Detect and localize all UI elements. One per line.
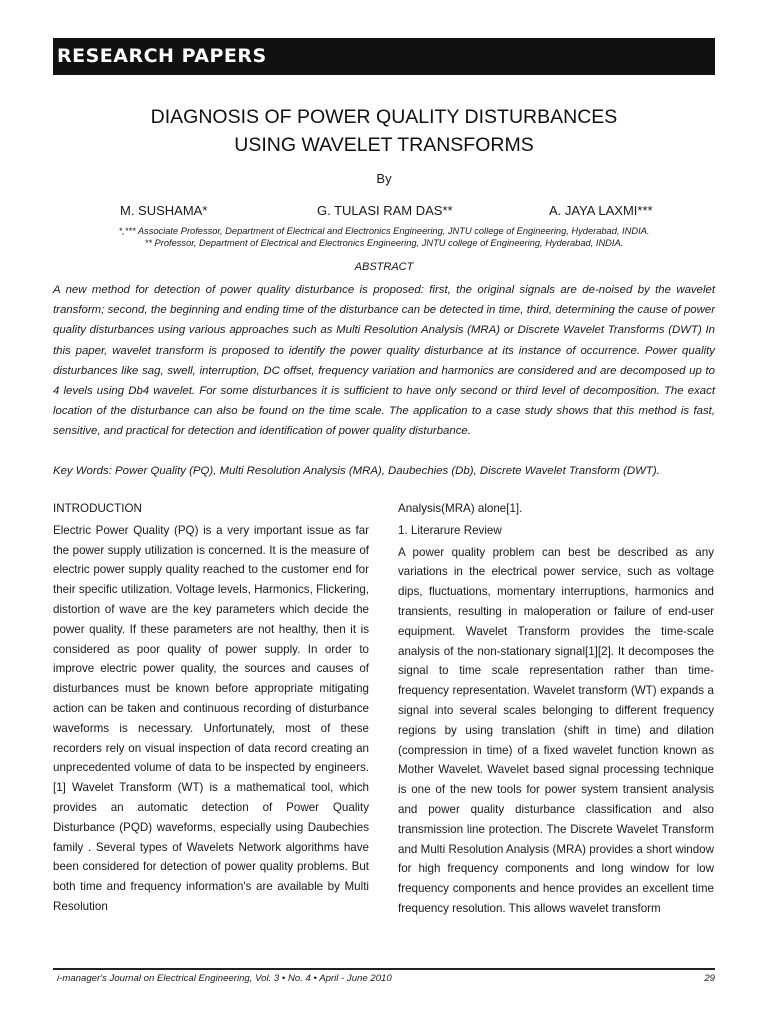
- affiliations: [53, 225, 715, 249]
- left-column: [53, 499, 369, 917]
- journal-citation: i-manager's Journal on Electrical Engineering, Vol. 3 • No. 4 • April - June 2010: [57, 973, 392, 984]
- abstract-text: A new method for detection of power quality disturbance is proposed: first, the original signals are de-noised by the wavelet transform; second, the beginning and ending time of the disturbance can be detected in time, third, determining the cause of power quality disturbances using various approaches such as Multi Resolution Analysis (MRA) or Discrete Wavelet Transforms (DWT) In this paper, wavelet transform is proposed to identify the power quality disturbance at its instance of occurrence. Power quality disturbances like sag, swell, interruption, DC offset, frequency variation and harmonics are considered and are decomposed up to 4 levels using Db4 wavelet. For some disturbances it is sufficient to have only second or third level of decomposition. The exact location of the disturbance can also be found on the time scale. The application to a case study shows that this method is fast, sensitive, and practical for detection and identification of power quality disturbance.: [53, 284, 715, 438]
- by-label: By: [376, 171, 392, 186]
- introduction-text: Electric Power Quality (PQ) is a very important issue as far the power supply utilization is concerned. It is the measure of electric power supply quality reached to the customer end for their specific utilization. Voltage levels, Harmonics, Flickering, distortion of wave are the key parameters which decide the power quality. If these parameters are not healthy, then it is considered as poor quality of power supply. In order to improve electric power quality, the sources and causes of disturbances must be known before appropriate mitigating action can be taken and continuous recording of disturbance waveforms is necessary. Unfortunately, most of these recorders rely on visual inspection of data record creating an unprecedented volume of data to be inspected by engineers.[1] Wavelet Transform (WT) is a mathematical tool, which provides an automatic detection of Power Quality Disturbance (PQD) waveforms, especially using Daubechies family . Several types of Wavelets Network algorithms have been considered for detection of power quality problems. But both time and frequency information's are available by Multi Resolution: [53, 523, 369, 913]
- page-number: 29: [704, 973, 715, 984]
- introduction-heading: INTRODUCTION: [53, 502, 142, 515]
- paper-title: [53, 103, 715, 159]
- affiliation-line-2: ** Professor, Department of Electrical and Electronics Engineering, JNTU college of Engineering, Hyderabad, INDIA.: [144, 238, 624, 248]
- keywords: Key Words: Power Quality (PQ), Multi Resolution Analysis (MRA), Daubechies (Db), Discrete Wavelet Transform (DWT).: [53, 465, 660, 477]
- author-list: [53, 203, 715, 221]
- footer-divider: [53, 968, 715, 970]
- continued-text: Analysis(MRA) alone[1].: [398, 502, 523, 515]
- abstract-heading: ABSTRACT: [354, 261, 414, 273]
- right-column: [398, 499, 714, 919]
- author-3: A. JAYA LAXMI***: [549, 203, 653, 218]
- literature-review-text: A power quality problem can best be described as any variations in the electrical power service, such as voltage dips, fluctuations, momentary interruptions, harmonics and transients, resulting in maloperation or failure of end-user equipment. Wavelet Transform provides the time-scale analysis of the non-stationary signal[1][2]. It decomposes the signal to time scale representation rather than time- frequency representation. Wavelet transform (WT) expands a signal into several scales belonging to different frequency regions by using translation (shift in time) and dilation (compression in time) of a fixed wavelet function known as Mother Wavelet. Wavelet based signal processing technique is one of the new tools for power system transient analysis and power quality disturbance classification and also transmission line protection. The Discrete Wavelet Transform and Multi Resolution Analysis (MRA) provides a short window for high frequency components and long window for low frequency components and hence provides an excellent time frequency resolution. This allows wavelet transform: [398, 545, 714, 915]
- author-2: G. TULASI RAM DAS**: [317, 203, 453, 218]
- title-line-1: DIAGNOSIS OF POWER QUALITY DISTURBANCES: [150, 106, 618, 128]
- title-line-2: USING WAVELET TRANSFORMS: [234, 134, 534, 156]
- author-1: M. SUSHAMA*: [120, 203, 208, 218]
- section-banner: RESEARCH PAPERS: [53, 38, 715, 75]
- literature-review-heading: 1. Literarure Review: [398, 523, 502, 537]
- affiliation-line-1: *,*** Associate Professor, Department of Electrical and Electronics Engineering, JNTU college of Engineering, Hyderabad, INDIA.: [118, 226, 650, 236]
- page-footer: [53, 973, 715, 989]
